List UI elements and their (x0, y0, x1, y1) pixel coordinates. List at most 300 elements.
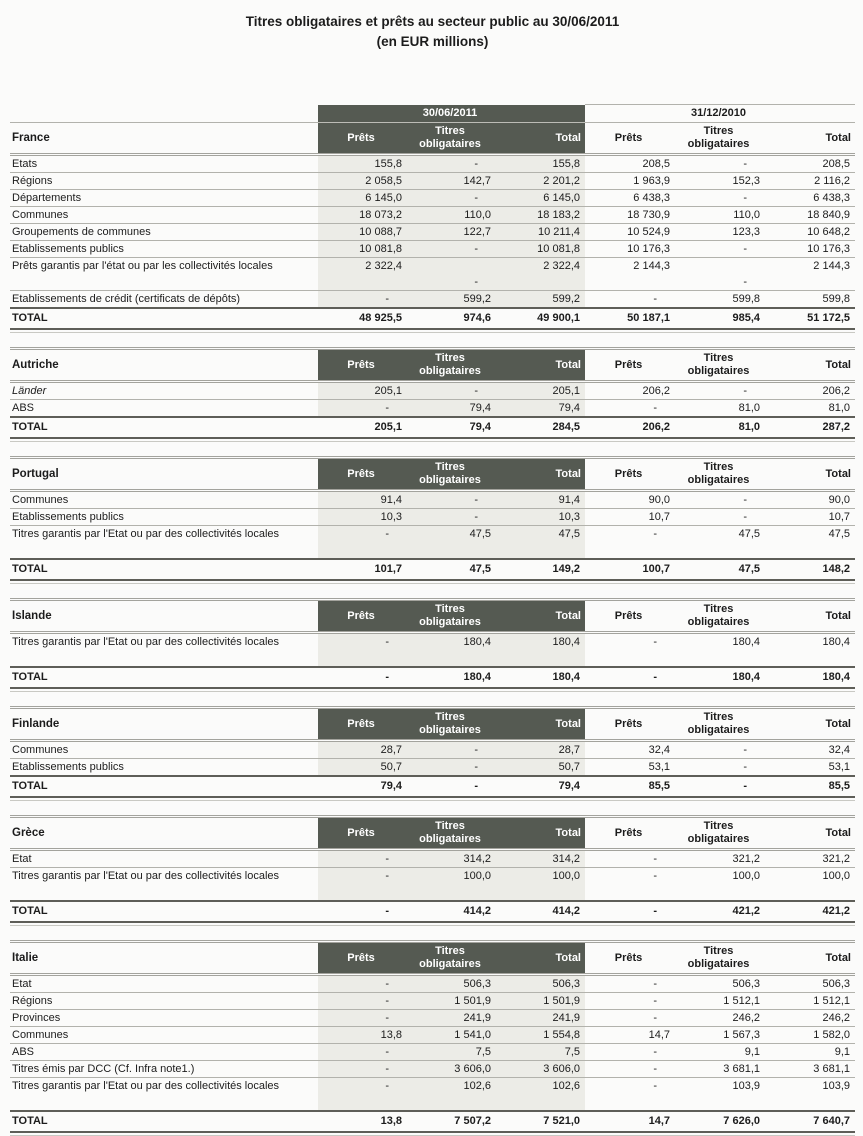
cell-value: 246,2 (675, 1010, 765, 1027)
cell-value (675, 542, 765, 559)
col-header-loans-current: Prêts (318, 600, 407, 633)
cell-value (318, 884, 407, 901)
cell-value: 1 567,3 (675, 1027, 765, 1044)
cell-value: 90,0 (585, 491, 675, 509)
cell-value: 47,5 (496, 526, 585, 543)
cell-value: - (675, 382, 765, 400)
row-label: Prêts garantis par l'état ou par les collectivités locales (12, 259, 273, 272)
total-label: TOTAL (10, 901, 318, 922)
table-italie (10, 940, 855, 1133)
cell-value (407, 1094, 496, 1111)
cell-value (407, 258, 496, 275)
cell-value: - (318, 1061, 407, 1078)
country-label-portugal: Portugal (10, 458, 318, 491)
cell-value: 180,4 (732, 635, 760, 648)
table-row (10, 173, 855, 190)
cell-value: - (675, 759, 765, 777)
title-line-1: Titres obligataires et prêts au secteur public au 30/06/2011 (245, 14, 620, 29)
cell-value: 506,3 (675, 975, 765, 993)
table-grece (10, 815, 855, 923)
total-value: 51 172,5 (765, 308, 855, 329)
cell-value: 123,3 (675, 224, 765, 241)
total-value: 85,5 (585, 776, 675, 797)
cell-value: - (675, 509, 765, 526)
total-value: - (585, 901, 675, 922)
period-band-previous: 31/12/2010 (585, 105, 855, 123)
table-autriche (10, 347, 855, 439)
col-header-loans-current: Prêts (318, 349, 407, 382)
cell-value: 81,0 (765, 400, 855, 418)
row-label (10, 1094, 318, 1111)
total-value: 180,4 (765, 667, 855, 688)
total-value: 47,5 (407, 559, 496, 580)
cell-value: 9,1 (675, 1044, 765, 1061)
col-header-total-previous: Total (765, 458, 855, 491)
table-portugal (10, 456, 855, 581)
col-header-bonds-current: Titres obligataires (407, 458, 496, 491)
total-value: 49 900,1 (496, 308, 585, 329)
total-row (10, 667, 855, 688)
cell-value: - (407, 509, 496, 526)
cell-value: 1 512,1 (765, 993, 855, 1010)
col-header-loans-previous: Prêts (585, 123, 675, 155)
total-value: 180,4 (407, 667, 496, 688)
cell-value: 142,7 (407, 173, 496, 190)
cell-value: 9,1 (765, 1044, 855, 1061)
table-section-grece (10, 815, 855, 926)
cell-value: - (407, 155, 496, 173)
table-row (10, 224, 855, 241)
cell-value: 241,9 (407, 1010, 496, 1027)
cell-value: 10,3 (318, 509, 407, 526)
col-header-total-previous: Total (765, 349, 855, 382)
row-label (10, 650, 318, 667)
cell-value (318, 274, 407, 291)
header-row (10, 458, 855, 491)
col-header-loans-current: Prêts (318, 123, 407, 155)
col-header-bonds-current: Titres obligataires (407, 123, 496, 155)
total-value: 81,0 (675, 417, 765, 438)
table-row (10, 190, 855, 207)
cell-value: 506,3 (407, 975, 496, 993)
table-row (10, 741, 855, 759)
row-label (10, 884, 318, 901)
row-label: Etablissements publics (10, 759, 318, 777)
table-row (10, 509, 855, 526)
cell-value: 206,2 (765, 382, 855, 400)
cell-value: 3 681,1 (765, 1061, 855, 1078)
country-tables-container (10, 104, 855, 1136)
cell-value: - (318, 993, 407, 1010)
cell-value: - (407, 241, 496, 258)
col-header-loans-previous: Prêts (585, 458, 675, 491)
total-row (10, 776, 855, 797)
row-label: Communes (10, 741, 318, 759)
cell-value: 18 073,2 (318, 207, 407, 224)
col-header-bonds-current: Titres obligataires (407, 600, 496, 633)
row-label: Etablissements publics (10, 509, 318, 526)
cell-value (585, 274, 675, 291)
cell-value (765, 274, 855, 291)
col-header-bonds-previous: Titres obligataires (675, 600, 765, 633)
country-label-grece: Grèce (10, 817, 318, 850)
total-row (10, 901, 855, 922)
cell-value: 1 501,9 (496, 993, 585, 1010)
header-row (10, 123, 855, 155)
table-section-finlande (10, 706, 855, 801)
col-header-bonds-previous: Titres obligataires (675, 708, 765, 741)
cell-value (675, 1094, 765, 1111)
document-title (10, 12, 855, 52)
row-label (10, 542, 318, 559)
cell-value (585, 542, 675, 559)
cell-value: 122,7 (407, 224, 496, 241)
cell-value: 110,0 (407, 207, 496, 224)
cell-value: 28,7 (496, 741, 585, 759)
cell-value: 102,6 (496, 1078, 585, 1095)
col-header-total-current: Total (496, 600, 585, 633)
total-value: 149,2 (496, 559, 585, 580)
cell-value: 1 554,8 (496, 1027, 585, 1044)
cell-value: - (585, 291, 675, 309)
total-label: TOTAL (10, 559, 318, 580)
table-row (10, 382, 855, 400)
table-row (10, 1027, 855, 1044)
col-header-total-previous: Total (765, 123, 855, 155)
total-value: 79,4 (496, 776, 585, 797)
col-header-total-current: Total (496, 349, 585, 382)
cell-value: 18 730,9 (585, 207, 675, 224)
cell-value: 2 058,5 (318, 173, 407, 190)
cell-value: - (675, 274, 765, 291)
header-row (10, 942, 855, 975)
country-label-autriche: Autriche (10, 349, 318, 382)
cell-value: 3 681,1 (675, 1061, 765, 1078)
total-value: 7 507,2 (407, 1111, 496, 1132)
table-row (10, 1078, 855, 1095)
total-label: TOTAL (10, 1111, 318, 1132)
cell-value: - (407, 382, 496, 400)
cell-value: - (318, 975, 407, 993)
table-section-portugal (10, 456, 855, 584)
cell-value: 100,0 (732, 869, 760, 882)
cell-value: - (407, 759, 496, 777)
cell-value: - (318, 868, 407, 885)
cell-value: 1 512,1 (675, 993, 765, 1010)
col-header-total-current: Total (496, 708, 585, 741)
cell-value: 599,8 (765, 291, 855, 309)
cell-value: 3 606,0 (496, 1061, 585, 1078)
header-row (10, 600, 855, 633)
cell-value: 1 963,9 (585, 173, 675, 190)
cell-value: 10 081,8 (496, 241, 585, 258)
cell-value (765, 542, 855, 559)
total-value: 974,6 (407, 308, 496, 329)
cell-value: 32,4 (765, 741, 855, 759)
col-header-total-current: Total (496, 817, 585, 850)
cell-value: 506,3 (496, 975, 585, 993)
period-band-current: 30/06/2011 (318, 105, 585, 123)
country-label-islande: Islande (10, 600, 318, 633)
col-header-bonds-previous: Titres obligataires (675, 349, 765, 382)
total-value: 14,7 (585, 1111, 675, 1132)
total-value: 421,2 (675, 901, 765, 922)
col-header-bonds-current: Titres obligataires (407, 942, 496, 975)
cell-value (407, 542, 496, 559)
cell-value: 53,1 (765, 759, 855, 777)
cell-value: - (675, 491, 765, 509)
cell-value: 10 524,9 (585, 224, 675, 241)
total-value: - (675, 776, 765, 797)
cell-value: 103,9 (822, 1079, 850, 1092)
total-value: 7 640,7 (765, 1111, 855, 1132)
col-header-loans-previous: Prêts (585, 817, 675, 850)
table-row (10, 759, 855, 777)
table-row (10, 400, 855, 418)
cell-value: 10 088,7 (318, 224, 407, 241)
cell-value (318, 650, 407, 667)
row-label: Etats (10, 155, 318, 173)
total-value: 421,2 (765, 901, 855, 922)
cell-value: - (585, 1044, 675, 1061)
row-label: Communes (10, 491, 318, 509)
cell-value: - (653, 635, 657, 648)
col-header-loans-previous: Prêts (585, 942, 675, 975)
cell-value: - (675, 241, 765, 258)
row-label: ABS (10, 1044, 318, 1061)
cell-value: 28,7 (318, 741, 407, 759)
country-label-finlande: Finlande (10, 708, 318, 741)
row-label: Etat (10, 975, 318, 993)
cell-value: 6 145,0 (496, 190, 585, 207)
total-value: 79,4 (407, 417, 496, 438)
cell-value: - (407, 491, 496, 509)
spacer-row (10, 1094, 855, 1111)
table-row (10, 155, 855, 173)
cell-value: 1 501,9 (407, 993, 496, 1010)
row-label: Etablissements publics (10, 241, 318, 258)
col-header-loans-current: Prêts (318, 817, 407, 850)
total-value: 180,4 (675, 667, 765, 688)
cell-value: 6 145,0 (318, 190, 407, 207)
table-row (10, 291, 855, 309)
cell-value: 100,0 (496, 868, 585, 885)
cell-value: 180,4 (407, 633, 496, 651)
cell-value: 10 211,4 (496, 224, 585, 241)
cell-value (496, 542, 585, 559)
cell-value: - (675, 155, 765, 173)
cell-value: - (653, 527, 657, 540)
cell-value: 79,4 (496, 400, 585, 418)
table-row (10, 868, 855, 885)
col-header-total-current: Total (496, 123, 585, 155)
total-row (10, 1111, 855, 1132)
cell-value: - (585, 1010, 675, 1027)
total-row (10, 308, 855, 329)
cell-value: 3 606,0 (407, 1061, 496, 1078)
cell-value: 2 144,3 (633, 259, 670, 272)
cell-value (318, 542, 407, 559)
total-value: 79,4 (318, 776, 407, 797)
col-header-loans-previous: Prêts (585, 600, 675, 633)
table-section-italie (10, 940, 855, 1136)
cell-value: 6 438,3 (765, 190, 855, 207)
cell-value (675, 884, 765, 901)
cell-value (496, 1094, 585, 1111)
cell-value: - (407, 190, 496, 207)
total-value: 48 925,5 (318, 308, 407, 329)
col-header-bonds-previous: Titres obligataires (675, 942, 765, 975)
cell-value: - (318, 400, 407, 418)
table-row (10, 207, 855, 224)
cell-value: - (675, 190, 765, 207)
total-value: 287,2 (765, 417, 855, 438)
cell-value: 2 322,4 (318, 258, 407, 275)
header-row (10, 349, 855, 382)
total-label: TOTAL (10, 776, 318, 797)
cell-value (407, 650, 496, 667)
cell-value: 32,4 (585, 741, 675, 759)
col-header-loans-current: Prêts (318, 458, 407, 491)
total-value: 100,7 (585, 559, 675, 580)
total-value: - (585, 667, 675, 688)
cell-value: 47,5 (407, 526, 496, 543)
cell-value (585, 650, 675, 667)
cell-value (585, 884, 675, 901)
cell-value: 100,0 (822, 869, 850, 882)
spacer-row (10, 650, 855, 667)
country-label-italie: Italie (10, 942, 318, 975)
cell-value: 2 144,3 (813, 259, 850, 272)
total-value: 13,8 (318, 1111, 407, 1132)
col-header-total-previous: Total (765, 817, 855, 850)
cell-value: 2 322,4 (496, 258, 585, 275)
row-label: Etablissements de crédit (certificats de dépôts) (10, 291, 318, 309)
cell-value: 10 176,3 (765, 241, 855, 258)
cell-value (765, 1094, 855, 1111)
row-label (10, 274, 318, 291)
row-label: Titres garantis par l'Etat ou par des collectivités locales (12, 527, 280, 540)
cell-value: - (585, 1061, 675, 1078)
cell-value: 90,0 (765, 491, 855, 509)
total-value: - (318, 667, 407, 688)
total-value: 414,2 (496, 901, 585, 922)
spacer-row (10, 542, 855, 559)
cell-value: 246,2 (765, 1010, 855, 1027)
row-label: Groupements de communes (10, 224, 318, 241)
col-header-total-previous: Total (765, 942, 855, 975)
total-value: 205,1 (318, 417, 407, 438)
col-header-bonds-previous: Titres obligataires (675, 817, 765, 850)
cell-value: 14,7 (585, 1027, 675, 1044)
cell-value: 314,2 (407, 850, 496, 868)
cell-value (675, 650, 765, 667)
cell-value: 50,7 (318, 759, 407, 777)
table-row (10, 633, 855, 651)
col-header-bonds-current: Titres obligataires (407, 349, 496, 382)
cell-value: 18 183,2 (496, 207, 585, 224)
col-header-loans-previous: Prêts (585, 708, 675, 741)
row-label: Communes (10, 207, 318, 224)
cell-value: 91,4 (496, 491, 585, 509)
total-value: 148,2 (765, 559, 855, 580)
total-value: - (318, 901, 407, 922)
table-section-autriche (10, 347, 855, 442)
cell-value: 50,7 (496, 759, 585, 777)
cell-value: 180,4 (496, 633, 585, 651)
cell-value: - (318, 633, 407, 651)
cell-value: 321,2 (675, 850, 765, 868)
table-section-france (10, 104, 855, 333)
cell-value: 206,2 (585, 382, 675, 400)
cell-value: 152,3 (675, 173, 765, 190)
spacer-row (10, 274, 855, 291)
cell-value: 10,7 (585, 509, 675, 526)
total-label: TOTAL (10, 308, 318, 329)
cell-value: 155,8 (496, 155, 585, 173)
cell-value: 321,2 (765, 850, 855, 868)
cell-value: 599,2 (407, 291, 496, 309)
row-label: ABS (10, 400, 318, 418)
cell-value (407, 884, 496, 901)
cell-value: - (318, 1044, 407, 1061)
row-label: Communes (10, 1027, 318, 1044)
cell-value (585, 1094, 675, 1111)
table-france (10, 104, 855, 330)
col-header-total-current: Total (496, 458, 585, 491)
title-line-2: (en EUR millions) (376, 34, 489, 49)
cell-value: 506,3 (765, 975, 855, 993)
cell-value: 103,9 (732, 1079, 760, 1092)
total-value: 180,4 (496, 667, 585, 688)
cell-value: 314,2 (496, 850, 585, 868)
cell-value: 110,0 (675, 207, 765, 224)
cell-value (765, 884, 855, 901)
row-label: Régions (10, 993, 318, 1010)
cell-value: 208,5 (585, 155, 675, 173)
total-value: 206,2 (585, 417, 675, 438)
cell-value: 13,8 (318, 1027, 407, 1044)
row-label: Titres émis par DCC (Cf. Infra note1.) (10, 1061, 318, 1078)
cell-value: 208,5 (765, 155, 855, 173)
total-row (10, 559, 855, 580)
cell-value: - (407, 274, 496, 291)
country-label-france: France (10, 123, 318, 155)
cell-value: 599,2 (496, 291, 585, 309)
total-value: 85,5 (765, 776, 855, 797)
cell-value: 10 176,3 (585, 241, 675, 258)
total-row (10, 417, 855, 438)
table-row (10, 975, 855, 993)
col-header-bonds-current: Titres obligataires (407, 817, 496, 850)
cell-value: 180,4 (822, 635, 850, 648)
cell-value: 599,8 (675, 291, 765, 309)
cell-value: 47,5 (738, 527, 760, 540)
col-header-total-previous: Total (765, 600, 855, 633)
cell-value: 79,4 (407, 400, 496, 418)
col-header-loans-previous: Prêts (585, 349, 675, 382)
col-header-bonds-previous: Titres obligataires (675, 458, 765, 491)
cell-value: - (318, 1078, 407, 1095)
cell-value: - (653, 869, 657, 882)
cell-value (496, 884, 585, 901)
row-label: Länder (10, 382, 318, 400)
cell-value: 2 201,2 (496, 173, 585, 190)
total-value: 47,5 (675, 559, 765, 580)
cell-value: 1 541,0 (407, 1027, 496, 1044)
cell-value: - (653, 1079, 657, 1092)
cell-value: - (318, 1010, 407, 1027)
